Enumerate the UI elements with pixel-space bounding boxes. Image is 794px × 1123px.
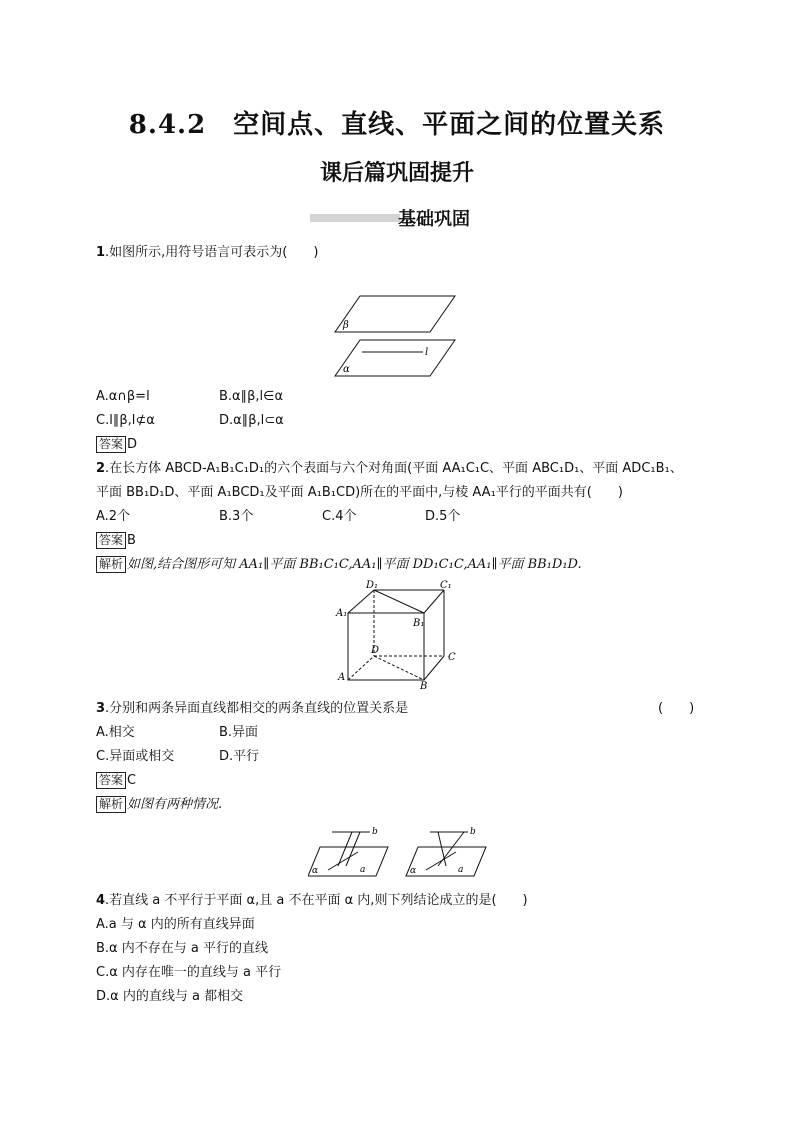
q2-option-b: B.3个: [219, 509, 254, 524]
q1-option-c: C.l∥β,l⊄α: [96, 413, 155, 428]
q3-paren: ( ): [658, 701, 695, 716]
q2-option-a: A.2个: [96, 509, 131, 524]
q2-option-c: C.4个: [322, 509, 357, 524]
label-b-left: b: [372, 827, 378, 837]
answer-tag: 答案: [96, 436, 126, 453]
q2-answer: [96, 532, 136, 550]
q2-option-d: D.5个: [425, 509, 461, 524]
q1-text: .如图所示,用符号语言可表示为( ): [105, 245, 319, 260]
plane-alpha: [335, 340, 455, 376]
q3-stem: [96, 700, 408, 718]
analysis-tag: 解析: [96, 556, 126, 573]
q1-answer: [96, 436, 137, 454]
q4-stem: [96, 892, 528, 910]
q3-answer: [96, 772, 136, 790]
q1-option-a: A.α∩β=l: [96, 389, 150, 404]
q3-option-d: D.平行: [219, 749, 260, 764]
q3-text: .分别和两条异面直线都相交的两条直线的位置关系是: [105, 701, 409, 716]
label-a-left: a: [360, 865, 366, 875]
page-title: 8.4.2 空间点、直线、平面之间的位置关系: [128, 110, 666, 140]
q1-answer-value: D: [127, 437, 138, 452]
q4-option-d: D.α 内的直线与 a 都相交: [96, 989, 244, 1004]
q1-option-d: D.α∥β,l⊂α: [219, 413, 284, 428]
label-A1: A₁: [336, 608, 348, 619]
label-a-right: a: [458, 865, 464, 875]
q3-number: 3: [96, 701, 106, 716]
q2-analysis-text: 如图,结合图形可知 AA₁∥平面 BB₁C₁C,AA₁∥平面 DD₁C₁C,AA₁∥平面 BB₁D₁D.: [127, 557, 582, 572]
q1-number: 1: [96, 245, 106, 260]
q2-text: .在长方体 ABCD-A₁B₁C₁D₁的六个表面与六个对角面(平面 AA₁C₁C、平面 ABC₁D₁、平面 ADC₁B₁、: [105, 461, 683, 476]
q3-option-b: B.异面: [219, 725, 259, 740]
q2-number: 2: [96, 461, 106, 476]
q4-option-a: A.a 与 α 内的所有直线异面: [96, 917, 255, 932]
q2-stem-line2: 平面 BB₁D₁D、平面 A₁BCD₁及平面 A₁B₁CD)所在的平面中,与棱 AA₁平行的平面共有( ): [96, 485, 623, 500]
q4-number: 4: [96, 893, 106, 908]
q4-option-b: B.α 内不存在与 a 平行的直线: [96, 941, 268, 956]
section-title: 基础巩固: [398, 209, 470, 230]
label-alpha-right: α: [410, 866, 417, 876]
q4-option-c: C.α 内存在唯一的直线与 a 平行: [96, 965, 282, 980]
q3-option-a: A.相交: [96, 725, 135, 740]
label-l: l: [425, 347, 429, 358]
label-alpha: α: [343, 364, 350, 375]
label-alpha-left: α: [312, 866, 319, 876]
answer-tag: 答案: [96, 772, 126, 789]
plane-beta: [335, 296, 455, 332]
q3-analysis: [96, 796, 222, 814]
label-B: B: [420, 681, 428, 690]
label-C: C: [448, 652, 456, 663]
q3-answer-value: C: [127, 773, 137, 788]
q1-figure: [330, 292, 460, 382]
q3-analysis-text: 如图有两种情况.: [127, 797, 223, 812]
q2-cube-figure: [334, 578, 464, 690]
answer-tag: 答案: [96, 532, 126, 549]
label-C1: C₁: [440, 580, 452, 591]
q2-stem-line1: [96, 460, 683, 478]
analysis-tag: 解析: [96, 796, 126, 813]
label-B1: B₁: [413, 618, 425, 629]
section-bar: [310, 214, 400, 222]
q4-text: .若直线 a 不平行于平面 α,且 a 不在平面 α 内,则下列结论成立的是( ): [105, 893, 528, 908]
label-beta: β: [343, 320, 349, 331]
page-subtitle: 课后篇巩固提升: [319, 160, 474, 186]
label-b-right: b: [470, 827, 476, 837]
q2-answer-value: B: [127, 533, 136, 548]
label-D: D: [371, 645, 380, 656]
label-A: A: [338, 672, 346, 683]
q1-option-b: B.α∥β,l∈α: [219, 389, 284, 404]
label-D1: D₁: [366, 580, 379, 591]
q2-analysis: [96, 556, 582, 574]
q3-option-c: C.异面或相交: [96, 749, 175, 764]
q1-stem: [96, 244, 318, 262]
q3-figure: [308, 822, 488, 882]
